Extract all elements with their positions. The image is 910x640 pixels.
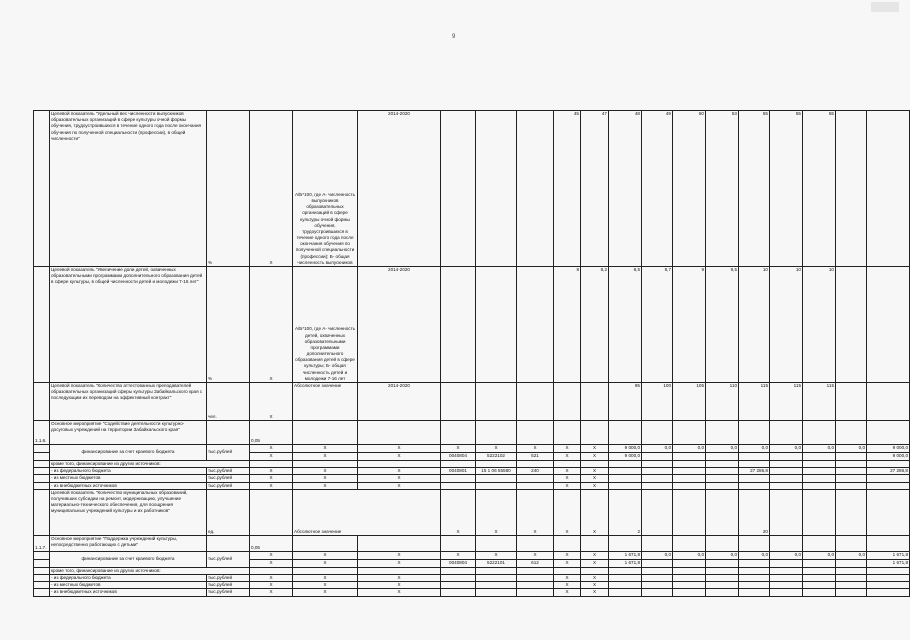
- indicator-formula: А/Б*100, где А- численность выпускников образовательных организаций в сфере культуры очной формы обучения, трудоустроившихся в течение одного года после окончания обучения по полученной специальности (профессии); Б- общая численность выпускников: [293, 111, 358, 267]
- event-code: 1.1.7.: [34, 535, 50, 551]
- event-name: Основное мероприятие "Поддержка учреждений культуры, непосредственно работающих с детьми": [50, 535, 207, 551]
- finance-label: финансирование за счет краевого бюджета: [50, 551, 207, 567]
- other-sources-label: кроме того, финансирование из других источников:: [50, 461, 250, 468]
- event-code: 1.1.6.: [34, 421, 50, 445]
- program-indicators-table: Целевой показатель "Удельный вес численности выпускников образовательных организаций в сфере культуры очной формы обучения, трудоустроившихся в течение одного года после окончания обучения по полученной специальности (профессии), в общей численности" % X А/Б*100, где А- численность выпускников образовательных организаций в сфере культуры очной формы обучения, трудоустроившихся в течение одного года после окончания обучения по полученной специальности (профессии); Б- общая численность выпускников 2014-2020 45 47 48 49 50 53 55 55 55 Целевой показатель "Увеличение доли детей, охваченных образовательными программами дополнительного образования детей в сфере культуры, в общей численности детей и молодежи 7-16 лет" % X А/Б*100, где А- численность детей, охваченных образовательными программами дополнительного образования детей в сфере культуры; Б- общая численность детей и молодежи 7-16 лет 2014-2020 8 8,2 8,5 8,7 9 9,5 10 10 10 Целевой показатель "Количество аттестованных преподавателей образовательных организаций сферы культуры Забайкальского края с последующим их переводом на эффективный контракт" чел. X Абсолютное значение 2014-2020 95 100 105 110 115 115 115 1.1.6. Основное мероприятие "Содействие деятельности культурно-досуговых учреждений на территории Забайкальского края" 0,05 финансирование за счет краевого бюджета тыс.рублей X X X X X X X X 9 000,0 0,0 0,0 0,0 0,0 0,0 0,0 0,0 9 000,0 X X X 0040804 5222102 521 X X 9 000,0 9 000,0 кроме того, финансирование из других источников: - из федерального бюджета тыс.рублей X X X 0040801 15 1 06 55580 240 X X 27 286,8 27 286,8 - из местных бюджетов тыс.рублей X X X X X - из внебюджетных источников тыс.рублей X X X X X Целевой показатель "Количество муниципальных образований, получивших субсидии на ремонт, модернизацию, улучшение материально-технического обеспечения, для поощрения муниципальных учреждений культуры и их работников" ед. Абсолютное значение X X X X X 2 20 1.1.7. Основное мероприятие "Поддержка учреждений культуры, непосредственно работающих с детьми" 0,05 финансирование за счет краевого бюджета тыс.рублей X X X X X X X X 1 671,8 0,0 0,0 0,0 0,0 0,0 0,0 0,0 1 671,8 X X X 0040804 5222101 612 X X 1 671,8 1 671,8 кроме того, финансирование из других источников: - из федерального бюджета тыс.рублей X X X X X - из местных бюджетов тыс.рублей X X X X X - из внебюджетных источников тыс.рублей X X X X X: [35, 111, 908, 595]
- indicator-period: 2014-2020: [358, 111, 441, 267]
- indicator-period: 2014-2020: [358, 267, 441, 383]
- indicator-period: 2014-2020: [358, 383, 441, 421]
- indicator-row: Целевой показатель "Количество муниципальных образований, получивших субсидии на ремонт, модернизацию, улучшение материально-технического обеспечения, для поощрения муниципальных учреждений культуры и их работников" ед. Абсолютное значение X X X X X 2 20: [34, 489, 910, 535]
- indicator-row: Целевой показатель "Увеличение доли детей, охваченных образовательными программами дополнительного образования детей в сфере культуры, в общей численности детей и молодежи 7-16 лет" % X А/Б*100, где А- численность детей, охваченных образовательными программами дополнительного образования детей в сфере культуры; Б- общая численность детей и молодежи 7-16 лет 2014-2020 8 8,2 8,5 8,7 9 9,5 10 10 10: [34, 267, 910, 383]
- finance-row: X X X 0040804 5222102 521 X X 9 000,0 9 000,0: [34, 453, 910, 461]
- scan-corner-mark: [871, 2, 899, 12]
- finance-row: финансирование за счет краевого бюджета тыс.рублей X X X X X X X X 9 000,0 0,0 0,0 0,0 0,0 0,0 0,0 0,0 9 000,0: [34, 445, 910, 453]
- indicator-formula: А/Б*100, где А- численность детей, охваченных образовательными программами дополнительного образования детей в сфере культуры; Б- общая численность детей и молодежи 7-16 лет: [293, 267, 358, 383]
- indicator-row: Целевой показатель "Количество аттестованных преподавателей образовательных организаций сферы культуры Забайкальского края с последующим их переводом на эффективный контракт" чел. X Абсолютное значение 2014-2020 95 100 105 110 115 115 115: [34, 383, 910, 421]
- indicator-name: Целевой показатель "Увеличение доли детей, охваченных образовательными программами дополнительного образования детей в сфере культуры, в общей численности детей и молодежи 7-16 лет": [50, 267, 207, 383]
- indicator-formula: Абсолютное значение: [293, 383, 358, 421]
- finance-row: финансирование за счет краевого бюджета тыс.рублей X X X X X X X X 1 671,8 0,0 0,0 0,0 0,0 0,0 0,0 0,0 1 671,8: [34, 551, 910, 559]
- indicator-name: Целевой показатель "Удельный вес численности выпускников образовательных организаций в сфере культуры очной формы обучения, трудоустроившихся в течение одного года после окончания обучения по полученной специальности (профессии), в общей численности": [50, 111, 207, 267]
- finance-label: финансирование за счет краевого бюджета: [50, 445, 207, 461]
- indicator-name: Целевой показатель "Количество аттестованных преподавателей образовательных организаций сферы культуры Забайкальского края с последующим их переводом на эффективный контракт": [50, 383, 207, 421]
- indicator-unit: %: [207, 111, 250, 267]
- event-row: 1.1.7. Основное мероприятие "Поддержка учреждений культуры, непосредственно работающих с детьми" 0,05: [34, 535, 910, 551]
- indicator-row: Целевой показатель "Удельный вес численности выпускников образовательных организаций в сфере культуры очной формы обучения, трудоустроившихся в течение одного года после окончания обучения по полученной специальности (профессии), в общей численности" % X А/Б*100, где А- численность выпускников образовательных организаций в сфере культуры очной формы обучения, трудоустроившихся в течение одного года после окончания обучения по полученной специальности (профессии); Б- общая численность выпускников 2014-2020 45 47 48 49 50 53 55 55 55: [34, 111, 910, 267]
- indicator-name: Целевой показатель "Количество муниципальных образований, получивших субсидии на ремонт, модернизацию, улучшение материально-технического обеспечения, для поощрения муниципальных учреждений культуры и их работников": [50, 489, 207, 535]
- page-number: 9: [452, 34, 456, 40]
- finance-row: X X X 0040804 5222101 612 X X 1 671,8 1 671,8: [34, 559, 910, 567]
- indicator-unit: чел.: [207, 383, 250, 421]
- event-row: 1.1.6. Основное мероприятие "Содействие деятельности культурно-досуговых учреждений на территории Забайкальского края" 0,05: [34, 421, 910, 445]
- event-name: Основное мероприятие "Содействие деятельности культурно-досуговых учреждений на территории Забайкальского края": [50, 421, 207, 445]
- indicator-unit: %: [207, 267, 250, 383]
